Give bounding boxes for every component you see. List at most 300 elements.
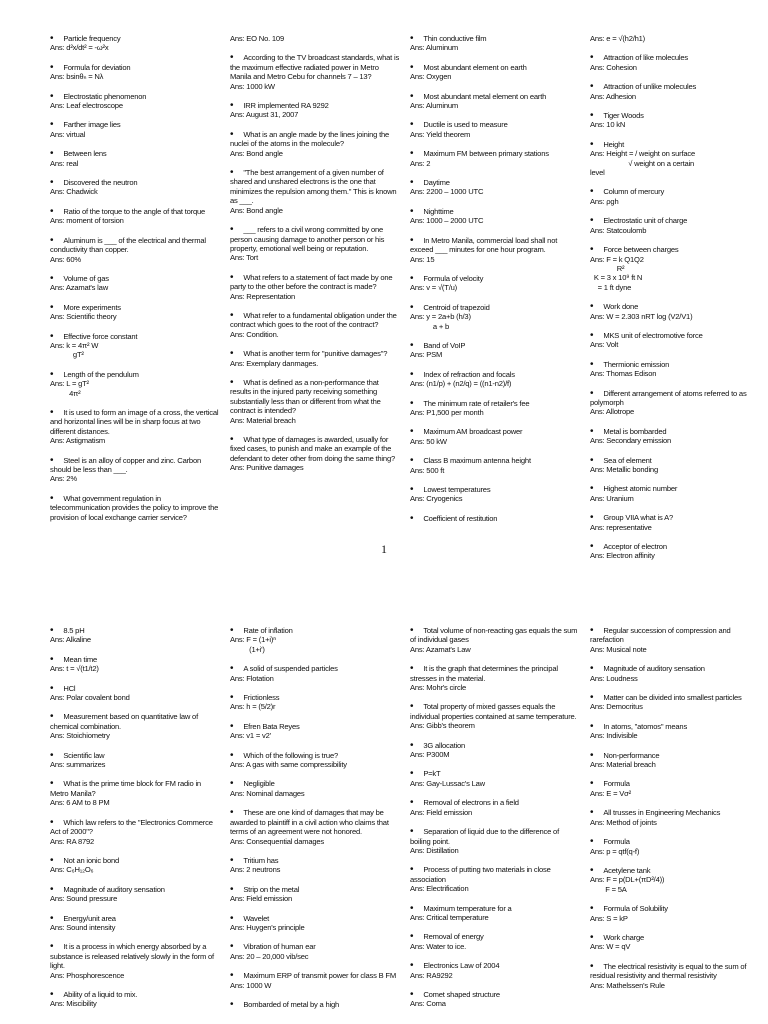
question-text: • Work charge xyxy=(590,933,760,942)
answer-text: Ans: virtual xyxy=(50,129,86,139)
answer-text: Ans: d²x/dt² = -ω²x xyxy=(50,43,109,53)
qa-item xyxy=(50,885,220,904)
qa-item xyxy=(590,808,760,827)
answer-text: Ans: 10 kN xyxy=(590,120,626,130)
qa-item xyxy=(50,63,220,82)
question-text: • Between lens xyxy=(50,149,220,158)
answer-text: Ans: C₆H₁₂O₆ xyxy=(50,865,94,875)
column-2 xyxy=(230,34,400,483)
answer-text: Ans: moment of torsion xyxy=(50,216,124,226)
qa-item xyxy=(230,971,400,990)
answer-text: Ans: 500 ft xyxy=(410,465,445,475)
answer-text: Ans: A gas with same compressibility xyxy=(230,760,347,770)
qa-item xyxy=(50,149,220,168)
qa-item xyxy=(230,856,400,875)
question-text: • Ratio of the torque to the angle of that torque xyxy=(50,207,220,216)
question-text: • Tiger Woods xyxy=(590,111,760,120)
answer-text: Ans: real xyxy=(50,158,79,168)
answer-text: Ans: Azamat's Law xyxy=(410,644,471,654)
answer-text: Ans: ρgh xyxy=(590,196,619,206)
qa-item xyxy=(410,990,580,1009)
answer-text: Ans: Scientific theory xyxy=(50,312,117,322)
question-text: • Energy/unit area xyxy=(50,914,220,923)
qa-item xyxy=(230,693,400,712)
answer-text: Ans: p = qtf(q-f) xyxy=(590,846,640,856)
answer-text: Ans: Miscibility xyxy=(50,999,97,1009)
qa-item xyxy=(230,885,400,904)
question-text: • Length of the pendulum xyxy=(50,370,220,379)
answer-text: Ans: Electrification xyxy=(410,884,469,894)
question-text: • Daytime xyxy=(410,178,580,187)
question-text: • Ductile is used to measure xyxy=(410,120,580,129)
qa-item xyxy=(590,933,760,952)
answer-text: Ans: Punitive damages xyxy=(230,463,304,473)
qa-item xyxy=(410,664,580,692)
qa-item xyxy=(50,274,220,293)
column-3 xyxy=(410,626,580,1019)
answer-text: Ans: 6 AM to 8 PM xyxy=(50,798,110,808)
qa-item xyxy=(590,245,760,292)
question-text: • Group VIIA what is A? xyxy=(590,513,760,522)
answer-text: Ans: Bond angle xyxy=(230,148,283,158)
qa-item xyxy=(230,808,400,846)
qa-item xyxy=(230,378,400,425)
answer-text: Ans: Mohr's circle xyxy=(410,683,467,693)
answer-text: Ans: Polar covalent bond xyxy=(50,693,130,703)
answer-text: Ans: P1,500 per month xyxy=(410,407,484,417)
question-text: • Vibration of human ear xyxy=(230,942,400,951)
qa-item xyxy=(230,311,400,339)
answer-text: Ans: Stoichiometry xyxy=(50,731,110,741)
answer-text: Ans: Bond angle xyxy=(230,205,283,215)
question-text: • Regular succession of compression and rarefaction xyxy=(590,626,760,645)
question-text: • Most abundant element on earth xyxy=(410,63,580,72)
qa-item xyxy=(230,1000,400,1009)
question-text: • Strip on the metal xyxy=(230,885,400,894)
qa-item xyxy=(410,827,580,855)
answer-text: Ans: Field emission xyxy=(410,807,473,817)
answer-text: Ans: Representation xyxy=(230,291,296,301)
answer-text: Ans: Material breach xyxy=(590,760,656,770)
qa-item xyxy=(410,904,580,923)
answer-text: Ans: Statcoulomb xyxy=(590,225,647,235)
question-text: • Total property of mixed gasses equals the individual properties contained at same temperature. xyxy=(410,702,580,721)
qa-item xyxy=(50,626,220,645)
qa-item xyxy=(50,655,220,674)
question-text: • Efren Bata Reyes xyxy=(230,722,400,731)
qa-item xyxy=(590,542,760,561)
question-text: • Aluminum is ___ of the electrical and thermal conductivity than copper. xyxy=(50,236,220,255)
answer-text: Ans: Gay-Lussac's Law xyxy=(410,778,485,788)
qa-item xyxy=(230,664,400,683)
qa-item xyxy=(230,942,400,961)
answer-text: Ans: Adhesion xyxy=(590,91,636,101)
question-text: • Index of refraction and focals xyxy=(410,370,580,379)
question-text: • Height xyxy=(590,140,760,149)
qa-item xyxy=(590,722,760,741)
qa-item xyxy=(590,216,760,235)
column-4 xyxy=(590,34,760,571)
qa-item xyxy=(50,494,220,522)
question-text: • What refer to a fundamental obligation under the contract which goes to the root of the contract? xyxy=(230,311,400,330)
answer-text: Ans: Exemplary danmages. xyxy=(230,358,319,368)
qa-item xyxy=(410,341,580,360)
question-text: • Which of the following is true? xyxy=(230,751,400,760)
page-number: 1 xyxy=(381,542,387,556)
question-text: • Separation of liquid due to the difference of boiling point. xyxy=(410,827,580,846)
answer-text: Ans: Gibb's theorem xyxy=(410,721,475,731)
answer-text: Ans: k = 4π² W gT² xyxy=(50,340,99,360)
question-text: • Force between charges xyxy=(590,245,760,254)
answer-text: Ans: Electron affinity xyxy=(590,551,655,561)
question-text: • Centroid of trapezoid xyxy=(410,303,580,312)
question-text: • Magnitude of auditory sensation xyxy=(50,885,220,894)
question-text: • Column of mercury xyxy=(590,187,760,196)
qa-item xyxy=(410,303,580,331)
qa-item xyxy=(50,207,220,226)
answer-text: Ans: Oxygen xyxy=(410,72,452,82)
qa-item xyxy=(50,456,220,484)
question-text: • Frictionless xyxy=(230,693,400,702)
question-text: • Acceptor of electron xyxy=(590,542,760,551)
qa-item xyxy=(50,332,220,360)
qa-item xyxy=(410,798,580,817)
question-text: • Lowest temperatures xyxy=(410,485,580,494)
column-2 xyxy=(230,626,400,1019)
question-text: • Removal of electrons in a field xyxy=(410,798,580,807)
answer-text: Ans: y = 2a+b (h/3) a + b xyxy=(410,312,471,331)
question-text: • What is another term for "punitive damages"? xyxy=(230,349,400,358)
answer-text: Ans: Critical temperature xyxy=(410,912,489,922)
question-text: • Maximum ERP of transmit power for class B FM xyxy=(230,971,400,980)
question-text: • Effective force constant xyxy=(50,332,220,341)
qa-item xyxy=(590,53,760,72)
answer-text: Ans: W = qV xyxy=(590,942,631,952)
question-text: • 8.5 pH xyxy=(50,626,220,635)
answer-text: Ans: Tort xyxy=(230,253,259,263)
question-text: • Sea of element xyxy=(590,456,760,465)
question-text: • Electrostatic phenomenon xyxy=(50,92,220,101)
question-text: • Thermionic emission xyxy=(590,360,760,369)
question-text: • Formula for deviation xyxy=(50,63,220,72)
question-text: • Electronics Law of 2004 xyxy=(410,961,580,970)
answer-text: Ans: representative xyxy=(590,522,652,532)
answer-text: Ans: W = 2.303 nRT log (V2/V1) xyxy=(590,311,693,321)
qa-item xyxy=(590,82,760,101)
qa-item xyxy=(50,34,220,53)
question-text: • Not an ionic bond xyxy=(50,856,220,865)
question-text: • These are one kind of damages that may be awarded to plaintiff in a civil action who claims that terms of an agreement were not honored. xyxy=(230,808,400,836)
answer-text: Ans: Mathelssen's Rule xyxy=(590,980,665,990)
answer-text: Ans: Secondary emission xyxy=(590,436,672,446)
qa-item xyxy=(50,120,220,139)
question-text: • Formula xyxy=(590,837,760,846)
qa-item xyxy=(410,769,580,788)
question-text: • Attraction of like molecules xyxy=(590,53,760,62)
qa-item xyxy=(50,370,220,398)
question-text: • Particle frequency xyxy=(50,34,220,43)
question-text: • Formula xyxy=(590,779,760,788)
answer-text: Ans: PSM xyxy=(410,350,443,360)
qa-item xyxy=(410,207,580,226)
qa-item xyxy=(230,435,400,473)
answer-text: Ans: Cryogenics xyxy=(410,494,463,504)
answer-text: Ans: Musical note xyxy=(590,644,647,654)
question-text: • Work done xyxy=(590,302,760,311)
qa-item xyxy=(50,779,220,807)
question-text: • All trusses in Engineering Mechanics xyxy=(590,808,760,817)
question-text: • 3G allocation xyxy=(410,741,580,750)
qa-item xyxy=(50,751,220,770)
answer-text: Ans: Nominal damages xyxy=(230,788,305,798)
question-text: • HCl xyxy=(50,684,220,693)
answer-text: Ans: Coma xyxy=(410,999,446,1009)
answer-text: Ans: Cohesion xyxy=(590,62,637,72)
answer-text: Ans: 2% xyxy=(50,474,77,484)
qa-item xyxy=(410,120,580,139)
qa-item xyxy=(230,53,400,91)
qa-item xyxy=(230,349,400,368)
answer-text: Ans: 15 xyxy=(410,254,435,264)
qa-item xyxy=(410,92,580,111)
answer-text: Ans: Chadwick xyxy=(50,187,98,197)
answer-text: Ans: Democritus xyxy=(590,702,643,712)
answer-text: Ans: 50 kW xyxy=(410,436,447,446)
qa-item xyxy=(50,178,220,197)
question-text: • Coefficient of restitution xyxy=(410,514,580,523)
question-text: • Discovered the neutron xyxy=(50,178,220,187)
question-text: • Rate of inflation xyxy=(230,626,400,635)
qa-item xyxy=(410,427,580,446)
qa-item xyxy=(230,101,400,120)
answer-text: Ans: S = kP xyxy=(590,913,628,923)
answer-text: Ans: Leaf electroscope xyxy=(50,101,123,111)
qa-item xyxy=(590,331,760,350)
question-text: • It is the graph that determines the principal stresses in the material. xyxy=(410,664,580,683)
qa-item xyxy=(410,626,580,654)
question-text: • Total volume of non-reacting gas equals the sum of individual gases xyxy=(410,626,580,645)
question-text: • It is used to form an image of a cross, the vertical and horizontal lines will be in sharp focus at two different distances. xyxy=(50,408,220,436)
answer-text: Ans: Alkaline xyxy=(50,635,91,645)
qa-item xyxy=(230,273,400,301)
qa-item xyxy=(590,751,760,770)
question-text: • Removal of energy xyxy=(410,932,580,941)
question-text: • In Metro Manila, commercial load shall not exceed ___ minutes for one hour program. xyxy=(410,236,580,255)
answer-text: Ans: Metallic bonding xyxy=(590,465,658,474)
question-text: • Ability of a liquid to mix. xyxy=(50,990,220,999)
question-text: • A solid of suspended particles xyxy=(230,664,400,673)
qa-item xyxy=(590,779,760,798)
question-text: • What type of damages is awarded, usually for fixed cases, to punish and make an example of the defendant to deter other from doing the same thing? xyxy=(230,435,400,463)
question-text: • IRR implemented RA 9292 xyxy=(230,101,400,110)
question-text: • Class B maximum antenna height xyxy=(410,456,580,465)
question-text: • Maximum FM between primary stations xyxy=(410,149,580,158)
qa-item xyxy=(590,664,760,683)
question-text: • In atoms, "atomos" means xyxy=(590,722,760,731)
qa-item xyxy=(50,92,220,111)
qa-item xyxy=(410,399,580,418)
question-text: • What is defined as a non-performance that results in the injured party receiving something substantially less than or different from what the contract is intended? xyxy=(230,378,400,416)
question-text: • Which law refers to the "Electronics Commerce Act of 2000"? xyxy=(50,818,220,837)
column-3 xyxy=(410,34,580,533)
qa-item xyxy=(50,856,220,875)
qa-item xyxy=(410,149,580,168)
question-text: • Farther image lies xyxy=(50,120,220,129)
question-text: • Bombarded of metal by a high xyxy=(230,1000,400,1009)
answer-text: Ans: F = (1+i)ⁿ (1+i') xyxy=(230,635,276,654)
question-text: • Matter can be divided into smallest particles xyxy=(590,693,760,702)
answer-text: Ans: Sound pressure xyxy=(50,894,118,904)
qa-item xyxy=(230,225,400,263)
qa-item xyxy=(50,914,220,933)
question-text: • Maximum AM broadcast power xyxy=(410,427,580,436)
qa-item xyxy=(590,904,760,923)
question-text: • Maximum temperature for a xyxy=(410,904,580,913)
answer-text: Ans: v = √(T/u) xyxy=(410,283,457,293)
answer-text: Ans: L = gT² 4π² xyxy=(50,379,89,398)
qa-item xyxy=(230,914,400,933)
question-text: • Band of VoIP xyxy=(410,341,580,350)
answer-text: Ans: Sound intensity xyxy=(50,922,116,932)
qa-item xyxy=(410,702,580,730)
answer-text: Ans: Loudness xyxy=(590,673,638,683)
qa-item xyxy=(590,111,760,130)
answer-text: Ans: Uranium xyxy=(590,493,634,503)
question-text: • ___ refers to a civil wrong committed by one person causing damage to another person or his property, emotional well being or reputation. xyxy=(230,225,400,253)
qa-item xyxy=(410,34,580,53)
qa-item xyxy=(590,389,760,417)
question-text: • Nighttime xyxy=(410,207,580,216)
qa-item xyxy=(590,34,760,43)
qa-item xyxy=(410,178,580,197)
qa-item xyxy=(590,302,760,321)
qa-item xyxy=(590,693,760,712)
question-text: • Comet shaped structure xyxy=(410,990,580,999)
question-text: • What government regulation in telecommunication provides the policy to improve the provision of local exchange carrier service? xyxy=(50,494,220,522)
qa-item xyxy=(410,865,580,893)
answer-text: Ans: Yield theorem xyxy=(410,129,471,139)
question-text: • What refers to a statement of fact made by one party to the other before the contract is made? xyxy=(230,273,400,292)
answer-text: Ans: F = p(DL+(πD²/4)) F = 5A xyxy=(590,875,665,894)
qa-item xyxy=(50,990,220,1009)
question-text: • MKS unit of electromotive force xyxy=(590,331,760,340)
qa-item xyxy=(590,427,760,446)
question-text: • Tritium has xyxy=(230,856,400,865)
answer-text: Ans: Field emission xyxy=(230,894,293,904)
answer-text: Ans: Volt xyxy=(590,340,619,350)
qa-item xyxy=(590,626,760,654)
column-4 xyxy=(590,626,760,1000)
qa-item xyxy=(590,837,760,856)
question-text: • Steel is an alloy of copper and zinc. Carbon should be less than ___. xyxy=(50,456,220,475)
question-text: • Metal is bombarded xyxy=(590,427,760,436)
answer-text: Ans: Consequential damages xyxy=(230,836,325,846)
answer-text: Ans: h = (5/2)r xyxy=(230,702,276,712)
answer-text: Ans: Phosphorescence xyxy=(50,970,125,980)
answer-text: Ans: Material breach xyxy=(230,415,296,425)
qa-item xyxy=(50,818,220,846)
answer-text: Ans: Aluminum xyxy=(410,43,459,53)
answer-text: Ans: Flotation xyxy=(230,673,274,683)
question-text: • Scientific law xyxy=(50,751,220,760)
qa-item xyxy=(230,722,400,741)
answer-text: Ans: v1 = v2' xyxy=(230,731,271,741)
question-text: • Volume of gas xyxy=(50,274,220,283)
answer-text: Ans: Huygen's principle xyxy=(230,922,305,932)
qa-item xyxy=(590,484,760,503)
question-text: • More experiments xyxy=(50,303,220,312)
answer-text: Ans: 2200 – 1000 UTC xyxy=(410,187,484,197)
qa-item xyxy=(410,932,580,951)
qa-item xyxy=(590,140,760,178)
qa-item xyxy=(50,303,220,322)
question-text: • Different arrangement of atoms referred to as polymorph xyxy=(590,389,760,408)
answer-text: Ans: 1000 kW xyxy=(230,81,275,91)
qa-item xyxy=(410,236,580,264)
answer-text: Ans: 60% xyxy=(50,254,81,264)
question-text: • Acetylene tank xyxy=(590,866,760,875)
question-text: • Non-performance xyxy=(590,751,760,760)
qa-item xyxy=(50,408,220,446)
answer-text: Ans: Thomas Edison xyxy=(590,369,657,379)
answer-text: Ans: e = √(h2/h1) xyxy=(590,34,646,43)
qa-item xyxy=(590,962,760,990)
qa-item xyxy=(410,514,580,523)
question-text: • Most abundant metal element on earth xyxy=(410,92,580,101)
question-text: • The minimum rate of retailer's fee xyxy=(410,399,580,408)
answer-text: Ans: Water to ice. xyxy=(410,941,467,951)
qa-item xyxy=(410,63,580,82)
qa-item xyxy=(590,187,760,206)
question-text: • "The best arrangement of a given number of shared and unshared electrons is the one that minimizes the repulsion among them." This is known as ___. xyxy=(230,168,400,206)
answer-text: Ans: Azamat's law xyxy=(50,283,108,293)
question-text: • Formula of Solubility xyxy=(590,904,760,913)
answer-text: Ans: 20 – 20,000 vib/sec xyxy=(230,951,309,961)
answer-text: Ans: P300M xyxy=(410,750,450,760)
qa-item xyxy=(590,866,760,894)
question-text: • Mean time xyxy=(50,655,220,664)
qa-item xyxy=(590,513,760,532)
qa-item xyxy=(590,456,760,475)
question-text: • Thin conductive film xyxy=(410,34,580,43)
qa-item xyxy=(230,626,400,654)
answer-text: Ans: F = k Q1Q2 R² K = 3 x 10⁹ ft N = 1 ft dyne xyxy=(590,254,644,292)
qa-item xyxy=(230,168,400,215)
qa-item xyxy=(230,34,400,43)
qa-item xyxy=(50,712,220,740)
answer-text: Ans: 2 neutrons xyxy=(230,865,281,875)
column-1 xyxy=(50,34,220,532)
qa-item xyxy=(410,961,580,980)
answer-text: Ans: Condition. xyxy=(230,329,279,339)
question-text: • P=kT xyxy=(410,769,580,778)
answer-text: Ans: 1000 W xyxy=(230,980,272,990)
answer-text: Ans: EO No. 109 xyxy=(230,34,284,43)
qa-item xyxy=(230,130,400,158)
question-text: • Measurement based on quantitative law of chemical combination. xyxy=(50,712,220,731)
question-text: • Electrostatic unit of charge xyxy=(590,216,760,225)
qa-item xyxy=(50,942,220,980)
answer-text: Ans: 1000 – 2000 UTC xyxy=(410,216,484,226)
qa-item xyxy=(230,751,400,770)
answer-text: Ans: Indivisible xyxy=(590,731,638,741)
answer-text: Ans: E = Vσ² xyxy=(590,788,631,798)
question-text: • Attraction of unlike molecules xyxy=(590,82,760,91)
question-text: • It is a process in which energy absorbed by a substance is released relatively slowly in the form of light. xyxy=(50,942,220,970)
question-text: • Process of putting two materials in close association xyxy=(410,865,580,884)
answer-text: Ans: RA9292 xyxy=(410,970,453,980)
document-page-2 xyxy=(0,612,768,1024)
